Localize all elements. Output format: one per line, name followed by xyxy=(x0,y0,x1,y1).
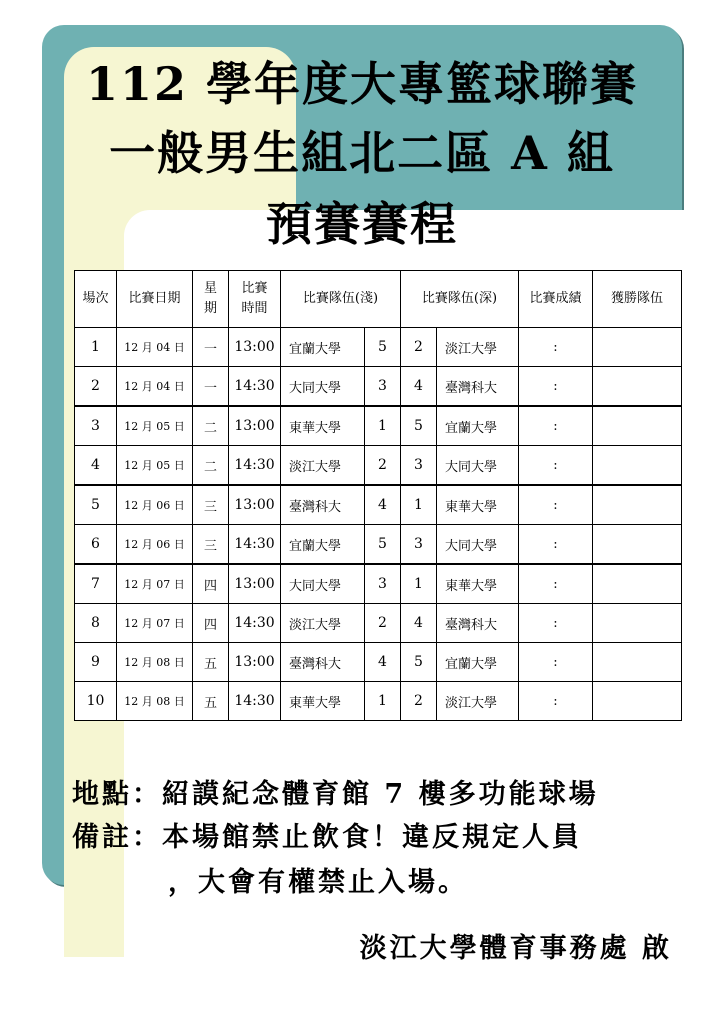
light-team: 臺灣科大 xyxy=(281,485,365,525)
match-time: 13:00 xyxy=(229,564,281,604)
match-date: 12 月 05 日 xyxy=(117,406,193,446)
match-score: : xyxy=(519,446,593,486)
schedule-table xyxy=(74,270,682,721)
table-row xyxy=(75,604,682,643)
match-time: 14:30 xyxy=(229,367,281,407)
match-winner xyxy=(593,643,682,682)
dark-seed: 1 xyxy=(401,564,437,604)
dark-team: 大同大學 xyxy=(437,525,519,565)
light-seed: 1 xyxy=(365,682,401,721)
dark-seed: 5 xyxy=(401,643,437,682)
header-match-no: 場次 xyxy=(75,271,117,328)
dark-team: 臺灣科大 xyxy=(437,604,519,643)
table-row xyxy=(75,367,682,407)
light-team: 宜蘭大學 xyxy=(281,525,365,565)
match-date: 12 月 06 日 xyxy=(117,485,193,525)
header-dark-team: 比賽隊伍(深) xyxy=(401,271,519,328)
dark-seed: 4 xyxy=(401,604,437,643)
match-no: 4 xyxy=(75,446,117,486)
light-seed: 3 xyxy=(365,367,401,407)
match-winner xyxy=(593,485,682,525)
match-no: 1 xyxy=(75,328,117,367)
match-weekday: 三 xyxy=(193,525,229,565)
light-seed: 5 xyxy=(365,328,401,367)
dark-team: 東華大學 xyxy=(437,485,519,525)
light-team: 東華大學 xyxy=(281,682,365,721)
match-time: 14:30 xyxy=(229,682,281,721)
match-time: 14:30 xyxy=(229,446,281,486)
match-winner xyxy=(593,367,682,407)
header-date: 比賽日期 xyxy=(117,271,193,328)
match-date: 12 月 04 日 xyxy=(117,367,193,407)
match-no: 6 xyxy=(75,525,117,565)
table-row xyxy=(75,564,682,604)
match-no: 9 xyxy=(75,643,117,682)
dark-team: 宜蘭大學 xyxy=(437,643,519,682)
match-time: 14:30 xyxy=(229,604,281,643)
table-row xyxy=(75,643,682,682)
dark-seed: 4 xyxy=(401,367,437,407)
light-seed: 3 xyxy=(365,564,401,604)
dark-team: 臺灣科大 xyxy=(437,367,519,407)
dark-seed: 3 xyxy=(401,525,437,565)
dark-team: 宜蘭大學 xyxy=(437,406,519,446)
header-result: 比賽成績 xyxy=(519,271,593,328)
match-score: : xyxy=(519,485,593,525)
light-team: 臺灣科大 xyxy=(281,643,365,682)
match-winner xyxy=(593,446,682,486)
match-weekday: 四 xyxy=(193,604,229,643)
title-line-2: 一般男生組北二區 A 組 xyxy=(109,126,615,180)
signature: 淡江大學體育事務處 啟 xyxy=(359,933,672,964)
table-row xyxy=(75,525,682,565)
light-seed: 1 xyxy=(365,406,401,446)
match-time: 14:30 xyxy=(229,525,281,565)
match-no: 5 xyxy=(75,485,117,525)
match-winner xyxy=(593,525,682,565)
light-team: 淡江大學 xyxy=(281,604,365,643)
match-no: 10 xyxy=(75,682,117,721)
title-line-1: 112 學年度大專籃球聯賽 xyxy=(85,57,639,111)
match-score: : xyxy=(519,682,593,721)
remark-note-continued: ，大會有權禁止入場。 xyxy=(168,867,468,898)
dark-team: 東華大學 xyxy=(437,564,519,604)
table-row xyxy=(75,328,682,367)
match-score: : xyxy=(519,406,593,446)
header-winner: 獲勝隊伍 xyxy=(593,271,682,328)
light-team: 大同大學 xyxy=(281,564,365,604)
dark-seed: 2 xyxy=(401,682,437,721)
remark-note: 備註：本場館禁止飲食！違反規定人員 xyxy=(72,822,582,853)
location-note: 地點：紹謨紀念體育館 7 樓多功能球場 xyxy=(72,779,599,810)
match-weekday: 二 xyxy=(193,446,229,486)
match-time: 13:00 xyxy=(229,485,281,525)
match-winner xyxy=(593,604,682,643)
match-weekday: 三 xyxy=(193,485,229,525)
match-winner xyxy=(593,328,682,367)
match-weekday: 二 xyxy=(193,406,229,446)
dark-seed: 2 xyxy=(401,328,437,367)
match-date: 12 月 07 日 xyxy=(117,604,193,643)
match-time: 13:00 xyxy=(229,643,281,682)
match-weekday: 五 xyxy=(193,682,229,721)
light-team: 淡江大學 xyxy=(281,446,365,486)
dark-seed: 1 xyxy=(401,485,437,525)
match-date: 12 月 04 日 xyxy=(117,328,193,367)
table-row xyxy=(75,406,682,446)
match-no: 3 xyxy=(75,406,117,446)
dark-seed: 3 xyxy=(401,446,437,486)
match-weekday: 四 xyxy=(193,564,229,604)
match-time: 13:00 xyxy=(229,328,281,367)
match-winner xyxy=(593,406,682,446)
match-score: : xyxy=(519,525,593,565)
match-weekday: 一 xyxy=(193,367,229,407)
dark-team: 淡江大學 xyxy=(437,328,519,367)
table-header-row xyxy=(75,271,682,328)
match-score: : xyxy=(519,604,593,643)
match-date: 12 月 07 日 xyxy=(117,564,193,604)
header-light-team: 比賽隊伍(淺) xyxy=(281,271,401,328)
header-weekday: 星 期 xyxy=(193,271,229,328)
light-seed: 2 xyxy=(365,604,401,643)
match-weekday: 五 xyxy=(193,643,229,682)
light-team: 東華大學 xyxy=(281,406,365,446)
match-score: : xyxy=(519,564,593,604)
match-score: : xyxy=(519,328,593,367)
light-team: 大同大學 xyxy=(281,367,365,407)
match-date: 12 月 08 日 xyxy=(117,643,193,682)
header-time: 比賽 時間 xyxy=(229,271,281,328)
match-score: : xyxy=(519,643,593,682)
light-seed: 2 xyxy=(365,446,401,486)
match-date: 12 月 06 日 xyxy=(117,525,193,565)
light-team: 宜蘭大學 xyxy=(281,328,365,367)
match-date: 12 月 05 日 xyxy=(117,446,193,486)
match-date: 12 月 08 日 xyxy=(117,682,193,721)
match-time: 13:00 xyxy=(229,406,281,446)
dark-team: 淡江大學 xyxy=(437,682,519,721)
light-seed: 5 xyxy=(365,525,401,565)
title-line-3: 預賽賽程 xyxy=(266,197,458,251)
match-weekday: 一 xyxy=(193,328,229,367)
match-winner xyxy=(593,682,682,721)
table-row xyxy=(75,682,682,721)
match-no: 7 xyxy=(75,564,117,604)
light-seed: 4 xyxy=(365,485,401,525)
dark-seed: 5 xyxy=(401,406,437,446)
light-seed: 4 xyxy=(365,643,401,682)
dark-team: 大同大學 xyxy=(437,446,519,486)
match-score: : xyxy=(519,367,593,407)
match-no: 2 xyxy=(75,367,117,407)
match-no: 8 xyxy=(75,604,117,643)
table-row xyxy=(75,446,682,486)
table-row xyxy=(75,485,682,525)
match-winner xyxy=(593,564,682,604)
